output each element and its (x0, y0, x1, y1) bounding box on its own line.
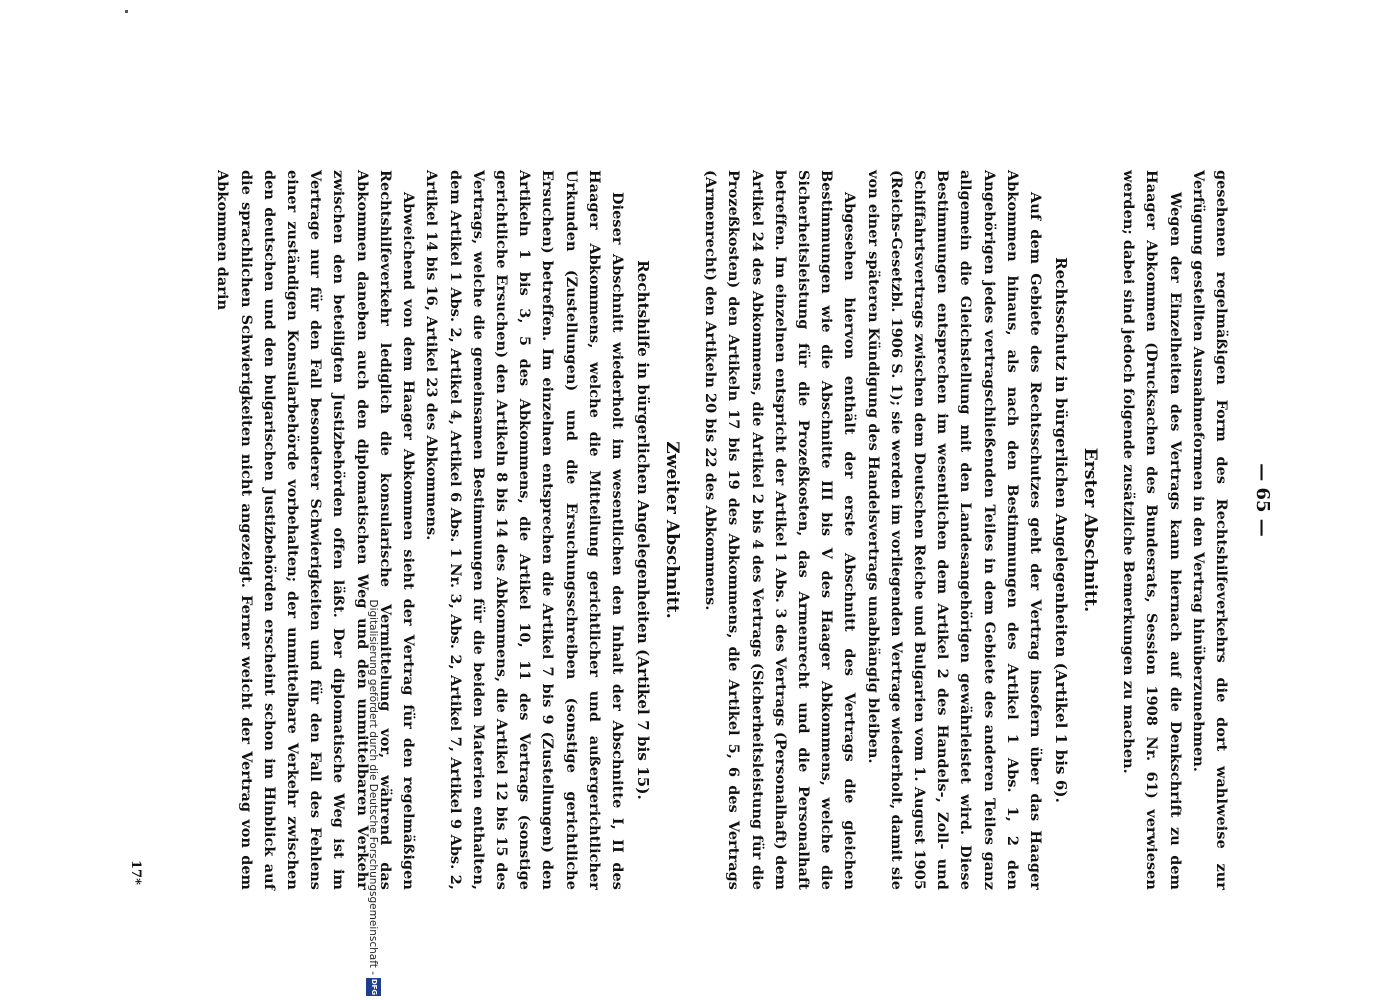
section-subheading: Rechtsschutz in bürgerlichen Angelegenheiten (Artikel 1 bis 6). (1051, 257, 1070, 803)
paragraph: Dieser Abschnitt wiederholt im wesentlichen den Inhalt der Abschnitte I, II des Haager Abkommens, welche die Mitteilung gerichtlicher und außergerichtlicher Urkunden (Zustellungen) und die Ersuchungsschreiben (sonstige gerichtliche Ersuchen) betreffen. Im einzelnen entsprechen die Artikel 7 bis 9 (Zustellungen) den Artikeln 1 bis 3, 5 des Abkommens, die Artikel 10, 11 des Vertrags (sonstige gerichtliche Ersuchen) den Artikeln 8 bis 14 des Abkommens, die Artikel 12 bis 15 des Vertrags, welche die gemeinsamen Bestimmungen für die beiden Materien enthalten, dem Artikel 1 Abs. 2, Artikel 4, Artikel 6 Abs. 1 Nr. 3, Abs. 2, Artikel 7, Artikel 9 Abs. 2, Artikel 14 bis 16, Artikel 23 des Abkommens. (423, 170, 626, 890)
footer-credit-text: Digitalisierung gefördert durch die Deutsche Forschungsgemeinschaft - (367, 599, 379, 975)
paragraph: Wegen der Einzelheiten des Vertrags kann hiernach auf die Denkschrift zu dem Haager Abkommen (Drucksachen des Bundesrats, Session 1908 Nr. 61) verwiesen werden; dabei sind jedoch folgende zusätzliche Bemerkungen zu machen. (1120, 170, 1184, 890)
digitization-footer (361, 0, 383, 1000)
paragraph: Auf dem Gebiete des Rechtsschutzes geht der Vertrag insofern über das Haager Abkommen hinaus, als nach den Bestimmungen des Artikel 1 Abs. 1, 2 den Angehörigen jedes vertragschließenden Teiles in dem Gebiete des anderen Teiles ganz allgemein die Gleichstellung mit den Landesangehörigen gewährleistet wird. Diese Bestimmungen entsprechen im wesentlichen dem Artikel 2 des Handels-, Zoll- und Schiffahrtsvertrags zwischen dem Deutschen Reiche und Bulgarien vom 1. August 1905 (Reichs-Gesetzbl. 1906 S. 1); sie werden im vorliegenden Vertrage wiederholt, damit sie von einer späteren Kündigung des Handelsvertrags unabhängig bleiben. (864, 170, 1044, 890)
paragraph: Abweichend von dem Haager Abkommen sieht der Vertrag für den regelmäßigen Rechtshilfeverkehr lediglich die konsularische Vermittelung vor, während das Abkommen daneben auch den diplomatischen Weg und den unmittelbaren Verkehr zwischen den beteiligten Justizbehörden offen läßt. Der diplomatische Weg ist im Vertrage nur für den Fall besonderer Schwierigkeiten und für den Fall des Fehlens einer zuständigen Konsularbehörde vorbehalten; der unmittelbare Verkehr zwischen den deutschen und den bulgarischen Justizbehörden erscheint schon im Hinblick auf die sprachlichen Schwierigkeiten nicht angezeigt. Ferner weicht der Vertrag von dem Abkommen darin (214, 170, 418, 890)
dfg-logo-icon: DFG (366, 978, 381, 996)
scan-dot (125, 10, 128, 13)
section-heading: Erster Abschnitt. (1079, 447, 1100, 613)
page-number: — 65 — (1252, 463, 1273, 537)
paragraph: Abgesehen hiervon enthält der erste Abschnitt des Vertrags die gleichen Bestimmungen wie die Abschnitte III bis V des Haager Abkommens, welche die Sicherheitsleistung für die Prozeßkosten, das Armenrecht und die Personalhaft betreffen. Im einzelnen entspricht der Artikel 1 Abs. 3 des Vertrags (Personalhaft) dem Artikel 24 des Abkommens, die Artikel 2 bis 4 des Vertrags (Sicherheitsleistung für die Prozeßkosten) den Artikeln 17 bis 19 des Abkommens, die Artikel 5, 6 des Vertrags (Armenrecht) den Artikeln 20 bis 22 des Abkommens. (702, 170, 859, 890)
section-subheading: Rechtshilfe in bürgerlichen Angelegenheiten (Artikel 7 bis 15). (633, 260, 652, 800)
printer-signature-mark: 17* (128, 860, 143, 885)
section-heading: Zweiter Abschnitt. (661, 441, 682, 619)
paragraph: gesehenen regelmäßigen Form des Rechtshilfeverkehrs die dort wahlweise zur Verfügung gestellten Ausnahmeformen in den Vertrag hinüberzunehmen. (1189, 170, 1230, 890)
